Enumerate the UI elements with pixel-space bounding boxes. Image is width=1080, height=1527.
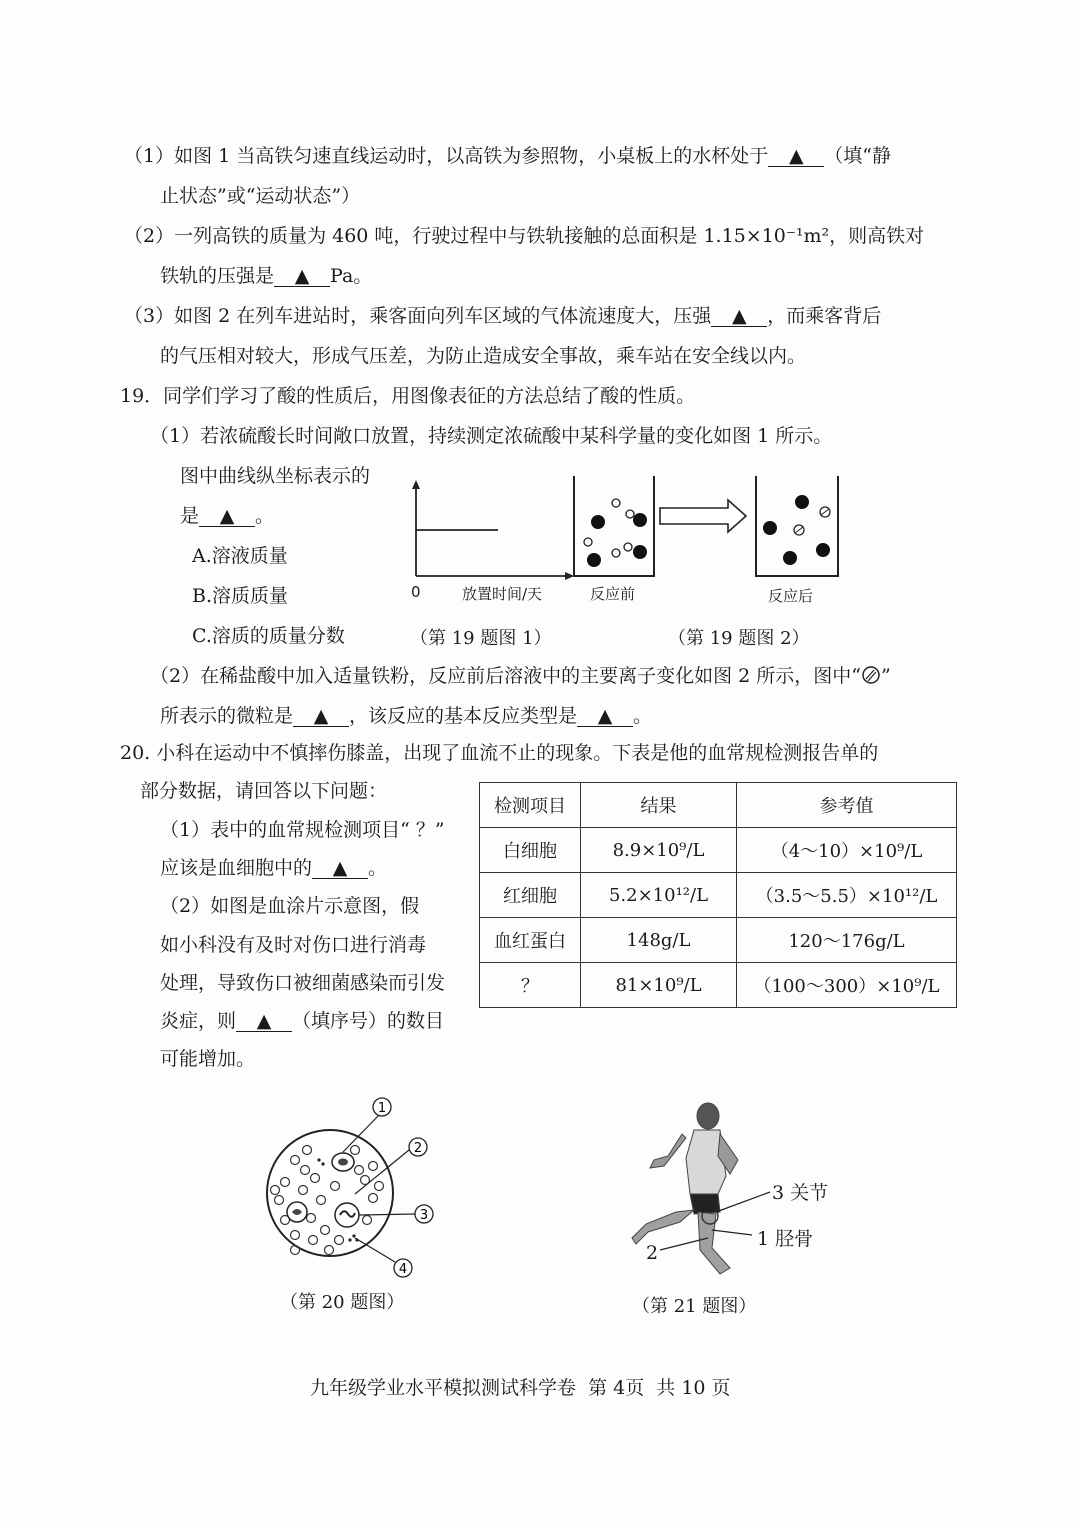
fig2-before-label: 反应前 xyxy=(590,585,636,603)
table-cell: 血红蛋白 xyxy=(480,918,581,963)
q20-line6: 如小科没有及时对伤口进行消毒 xyxy=(160,934,427,956)
red-blood-cell xyxy=(291,1246,300,1255)
q19-title: 19．同学们学习了酸的性质后，用图像表征的方法总结了酸的性质。 xyxy=(120,385,696,407)
table-cell: 白细胞 xyxy=(480,828,581,873)
answer-blank: ▲ xyxy=(236,1011,292,1032)
q18-part2-text: 铁轨的压强是 xyxy=(160,265,275,287)
q19-part1: （1）若浓硫酸长时间敞口放置，持续测定浓硫酸中某科学量的变化如图 1 所示。 xyxy=(150,425,833,447)
fig2-after-label: 反应后 xyxy=(768,587,814,605)
table-header: 检测项目 xyxy=(480,783,581,828)
table-row xyxy=(480,963,957,1008)
q20-line2: 部分数据，请回答以下问题： xyxy=(140,780,388,802)
table-header-row xyxy=(480,783,957,828)
page-footer: 九年级学业水平模拟测试科学卷 第 4页 共 10 页 xyxy=(310,1377,731,1399)
q19-figure2-beakers xyxy=(568,470,848,582)
fig1-origin: 0 xyxy=(411,583,421,601)
table-cell: 5.2×10¹²/L xyxy=(581,873,737,918)
q18-part1-line1 xyxy=(124,143,891,169)
q20-line5: （2）如图是血涂片示意图，假 xyxy=(160,895,420,917)
blood-test-table xyxy=(479,782,957,1008)
answer-blank: ▲ xyxy=(293,706,349,727)
answer-blank: ▲ xyxy=(711,306,767,327)
q18-part3-text2: ，而乘客背后 xyxy=(767,305,882,327)
q18-part3-text: （3）如图 2 在列车进站时，乘客面向列车区域的气体流速度大，压强 xyxy=(124,305,712,327)
label-2-marker xyxy=(409,1138,427,1156)
table-cell: 148g/L xyxy=(581,918,737,963)
q20-line7: 处理，导致伤口被细菌感染而引发 xyxy=(160,972,446,994)
q20-line3: （1）表中的血常规检测项目“ ？” xyxy=(160,819,445,841)
smear-outline xyxy=(267,1130,393,1256)
q19-option-a: A.溶液质量 xyxy=(192,545,288,567)
fig1-caption: （第 19 题图 1） xyxy=(410,628,552,649)
svg-text:4: 4 xyxy=(398,1262,408,1277)
label-3-marker xyxy=(415,1205,433,1223)
q18-part1-line2: 止状态”或“运动状态”） xyxy=(160,185,361,207)
answer-blank: ▲ xyxy=(312,858,368,879)
table-row xyxy=(480,873,957,918)
answer-blank: ▲ xyxy=(274,266,330,287)
table-header: 结果 xyxy=(581,783,737,828)
q19-option-c: C.溶质的质量分数 xyxy=(192,625,345,647)
label-1-marker xyxy=(373,1098,391,1116)
table-cell: 8.9×10⁹/L xyxy=(581,828,737,873)
q18-part2-line2 xyxy=(160,263,372,289)
table-header: 参考值 xyxy=(737,783,957,828)
label-tibia: 1 胫骨 xyxy=(757,1228,814,1250)
q18-part2-line1: （2）一列高铁的质量为 460 吨，行驶过程中与铁轨接触的总面积是 1.15×10⁻¹m²，则高铁对 xyxy=(124,225,925,247)
q18-part1-text: （1）如图 1 当高铁匀速直线运动时，以高铁为参照物，小桌板上的水杯处于 xyxy=(124,145,769,167)
table-cell: 81×10⁹/L xyxy=(581,963,737,1008)
q20-line9: 可能增加。 xyxy=(160,1048,256,1070)
q18-part3-line1 xyxy=(124,303,881,329)
right-arrow-icon xyxy=(660,500,746,532)
q20-line8: 炎症，则 ▲ （填序号）的数目 xyxy=(160,1010,445,1032)
table-cell: 红细胞 xyxy=(480,873,581,918)
table-cell: 120～176g/L xyxy=(737,918,957,963)
svg-text:1: 1 xyxy=(377,1101,387,1116)
answer-blank: ▲ xyxy=(199,506,255,527)
q19-part2-line1: （2）在稀盐酸中加入适量铁粉，反应前后溶液中的主要离子变化如图 2 所示，图中“ ” xyxy=(150,665,891,687)
q18-part3-line2: 的气压相对较大，形成气压差，为防止造成安全事故，乘车站在安全线以内。 xyxy=(160,345,807,367)
q19-part1-answer-line: 是 ▲ 。 xyxy=(180,505,275,527)
y-axis-arrow-icon xyxy=(412,480,420,489)
answer-blank: ▲ xyxy=(768,146,824,167)
table-cell: （4～10）×10⁹/L xyxy=(737,828,957,873)
table-cell: （3.5～5.5）×10¹²/L xyxy=(737,873,957,918)
beaker-before xyxy=(574,476,654,576)
fig21-caption: （第 21 题图） xyxy=(632,1296,757,1317)
blood-smear-figure xyxy=(255,1090,455,1280)
q18-part1-hint: （填“静 xyxy=(824,145,891,167)
hatched-particle-icon xyxy=(861,665,881,685)
table-row xyxy=(480,918,957,963)
table-cell: （100～300）×10⁹/L xyxy=(737,963,957,1008)
fig1-x-label: 放置时间/天 xyxy=(462,585,543,603)
answer-blank: ▲ xyxy=(577,706,633,727)
q19-option-b: B.溶质质量 xyxy=(192,585,289,607)
table-row xyxy=(480,828,957,873)
q20-line4: 应该是血细胞中的 ▲ 。 xyxy=(160,857,388,879)
beaker-after xyxy=(756,476,838,576)
fig2-caption: （第 19 题图 2） xyxy=(668,628,810,649)
label-joint: 3 关节 xyxy=(772,1182,829,1204)
q19-part2-line2: 所表示的微粒是 ▲ ，该反应的基本反应类型是 ▲ 。 xyxy=(160,705,653,727)
q19-part1-question: 图中曲线纵坐标表示的 xyxy=(180,465,371,487)
label-2: 2 xyxy=(646,1242,659,1264)
svg-text:3: 3 xyxy=(419,1208,429,1223)
q18-part2-unit: Pa。 xyxy=(330,265,373,287)
svg-text:2: 2 xyxy=(413,1141,423,1156)
table-cell: ？ xyxy=(480,963,581,1008)
fig20-caption: （第 20 题图） xyxy=(280,1292,405,1313)
label-4-marker xyxy=(394,1259,412,1277)
q20-title: 20. 小科在运动中不慎摔伤膝盖，出现了血流不止的现象。下表是他的血常规检测报告单的 xyxy=(120,742,879,764)
